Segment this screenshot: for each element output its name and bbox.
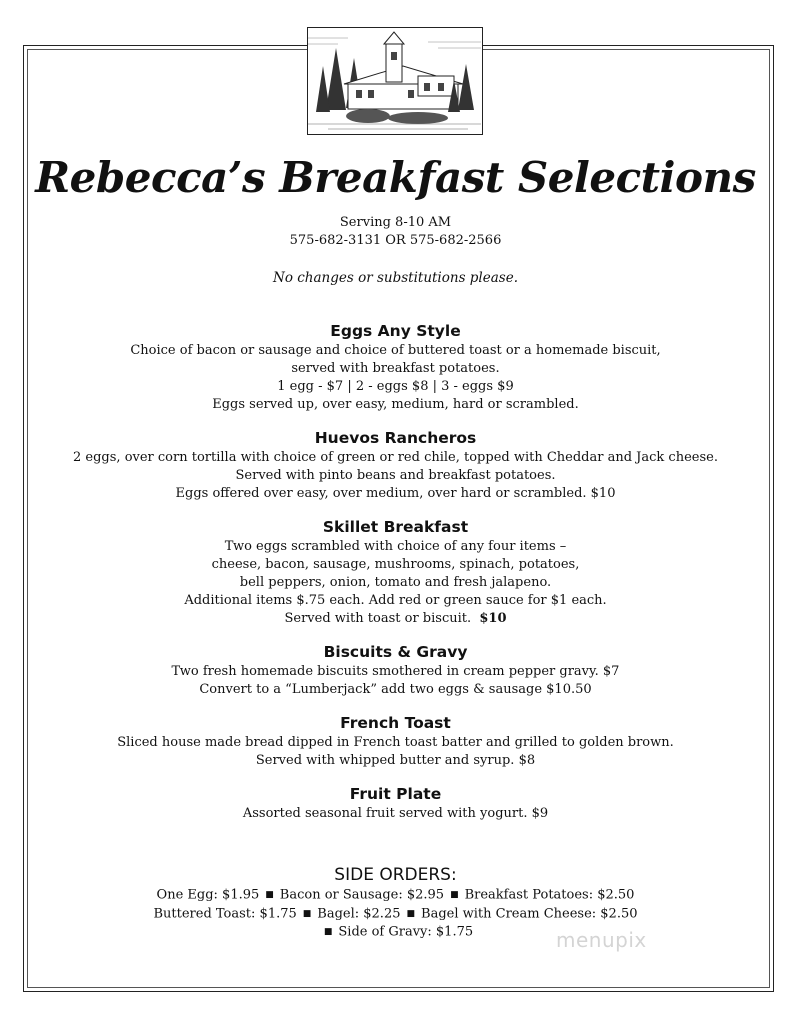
side-orders bbox=[0, 864, 791, 942]
item-name: French Toast bbox=[340, 714, 451, 732]
item-name: Fruit Plate bbox=[349, 785, 442, 803]
menu-item-eggs-any-style bbox=[0, 320, 791, 414]
item-description: Two eggs scrambled with choice of any four items – bbox=[224, 539, 567, 554]
side-item: Bagel with Cream Cheese: $2.50 bbox=[421, 906, 638, 921]
item-description: Served with pinto beans and breakfast potatoes. bbox=[235, 468, 556, 483]
side-item: Side of Gravy: $1.75 bbox=[338, 924, 474, 940]
item-description: Choice of bacon or sausage and choice of buttered toast or a homemade biscuit, bbox=[130, 343, 661, 358]
item-description: bell peppers, onion, tomato and fresh jalapeno. bbox=[239, 575, 552, 590]
separator-bullet: ■ bbox=[302, 908, 312, 919]
side-item: Breakfast Potatoes: $2.50 bbox=[464, 887, 635, 903]
item-prices: 1 egg - $7 | 2 - eggs $8 | 3 - eggs $9 bbox=[277, 379, 514, 394]
separator-bullet: ■ bbox=[450, 890, 459, 900]
menu-info bbox=[0, 214, 791, 250]
separator-bullet: ■ bbox=[265, 890, 274, 900]
no-substitutions-note: No changes or substitutions please. bbox=[273, 270, 518, 286]
side-item: Bacon or Sausage: $2.95 bbox=[279, 887, 445, 903]
side-orders-line bbox=[0, 923, 791, 942]
item-description: served with breakfast potatoes. bbox=[291, 361, 500, 376]
menu-item-french-toast bbox=[0, 712, 791, 770]
menu-title: Rebecca’s Breakfast Selections bbox=[35, 153, 756, 202]
item-description: Sliced house made bread dipped in French toast batter and grilled to golden brown. bbox=[117, 735, 674, 750]
serving-hours: Serving 8-10 AM bbox=[339, 215, 452, 230]
item-serving-text: Served with toast or biscuit. bbox=[284, 611, 472, 626]
side-item: One Egg: $1.95 bbox=[156, 887, 260, 903]
item-name: Huevos Rancheros bbox=[314, 429, 477, 447]
item-description: Two fresh homemade biscuits smothered in cream pepper gravy. $7 bbox=[171, 664, 620, 679]
menu-item-biscuits-gravy bbox=[0, 641, 791, 699]
item-price: $10 bbox=[479, 611, 507, 626]
item-description: Eggs offered over easy, over medium, over hard or scrambled. $10 bbox=[175, 486, 616, 501]
side-item: Buttered Toast: $1.75 bbox=[153, 906, 297, 921]
item-description: Additional items $.75 each. Add red or green sauce for $1 each. bbox=[184, 593, 607, 608]
side-orders-line bbox=[0, 886, 791, 905]
item-description: Assorted seasonal fruit served with yogurt. $9 bbox=[242, 806, 549, 821]
item-name: Biscuits & Gravy bbox=[323, 643, 468, 661]
menu-item-huevos-rancheros bbox=[0, 427, 791, 503]
item-description: Eggs served up, over easy, medium, hard or scrambled. bbox=[212, 397, 579, 412]
item-description: 2 eggs, over corn tortilla with choice of green or red chile, topped with Cheddar and Jack cheese. bbox=[73, 450, 718, 465]
menu-item-fruit-plate bbox=[0, 783, 791, 823]
item-description: Served with whipped butter and syrup. $8 bbox=[255, 753, 536, 768]
side-item: Bagel: $2.25 bbox=[317, 906, 401, 921]
separator-bullet: ■ bbox=[323, 927, 333, 937]
separator-bullet: ■ bbox=[406, 908, 416, 919]
side-orders-line bbox=[0, 905, 791, 924]
item-description: cheese, bacon, sausage, mushrooms, spinach, potatoes, bbox=[211, 557, 580, 572]
lodge-sketch-logo bbox=[307, 27, 483, 135]
item-name: Eggs Any Style bbox=[330, 322, 461, 340]
menu-item-skillet-breakfast bbox=[0, 516, 791, 628]
menu-items bbox=[0, 320, 791, 836]
item-name: Skillet Breakfast bbox=[322, 518, 469, 536]
phone-numbers: 575-682-3131 OR 575-682-2566 bbox=[289, 233, 502, 248]
menupix-watermark: menupix bbox=[556, 928, 647, 952]
item-description bbox=[0, 610, 791, 628]
item-description: Convert to a “Lumberjack” add two eggs & sausage $10.50 bbox=[199, 682, 592, 697]
side-orders-title: SIDE ORDERS: bbox=[334, 865, 457, 885]
